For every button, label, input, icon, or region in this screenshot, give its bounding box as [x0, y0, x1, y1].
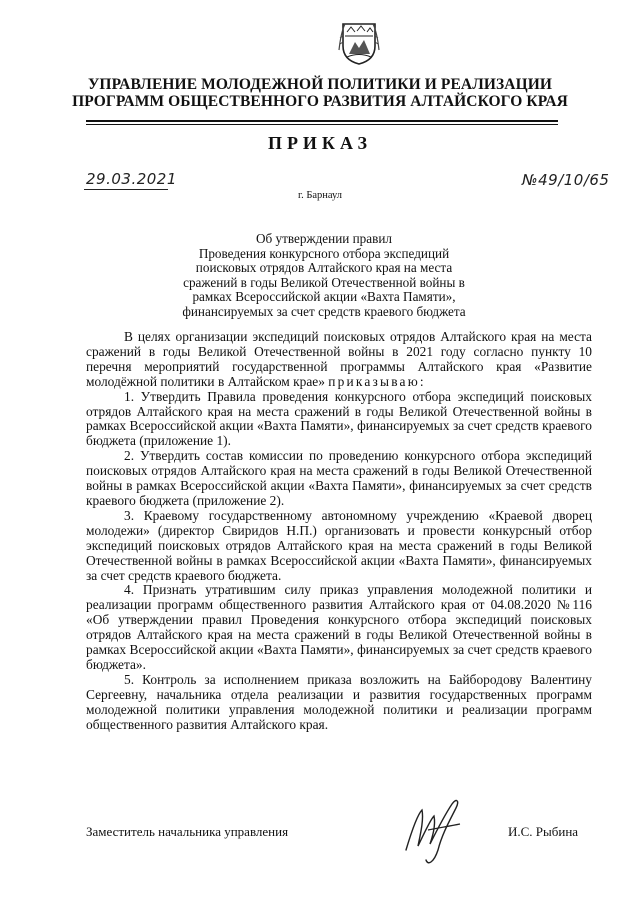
organization-header-line1: УПРАВЛЕНИЕ МОЛОДЕЖНОЙ ПОЛИТИКИ И РЕАЛИЗАЦИИ [87, 76, 553, 93]
subject-line: поисковых отрядов Алтайского края на места [195, 260, 453, 275]
order-item: 1. Утвердить Правила проведения конкурсного отбора экспедиций поисковых отрядов Алтайского края на места сражений в годы Великой Отечественной войны в рамках Всероссийской акции «Вахта Памяти», финансируемых за счет средств краевого бюджета (приложение 1). [86, 388, 592, 449]
subject-line: сражений в годы Великой Отечественной войны в [183, 274, 465, 290]
order-item: 2. Утвердить состав комиссии по проведению конкурсного отбора экспедиций поисковых отрядов Алтайского края на места сражений в годы Великой Отечественной войны в рамках Всероссийской акции «Вахта Памяти», финансируемых за счет средств краевого бюджета (приложение 2). [86, 448, 592, 508]
subject-line: финансируемых за счет средств краевого бюджета [182, 303, 466, 319]
coat-of-arms-emblem [337, 20, 381, 66]
order-subject [120, 232, 528, 319]
preamble-text: В целях организации экспедиций поисковых отрядов Алтайского края на места сражений в годы Великой Отечественной войны в 2021 году согласно пункту 10 перечня мероприятий государственной программы Алтайского края «Развитие молодёжной политики в Алтайском крае» [86, 329, 592, 389]
handwritten-signature [398, 790, 472, 868]
signatory-name: И.С. Рыбина [508, 824, 579, 839]
signatory-title: Заместитель начальника управления [86, 824, 289, 839]
preamble-paragraph [86, 330, 592, 390]
order-item: 3. Краевому государственному автономному учреждению «Краевой дворец молодежи» (директор Свиридов Н.П.) организовать и провести конкурсный отбор экспедиций поисковых отрядов Алтайского края на места сражений в годы Великой Отечественной войны в рамках Всероссийской акции «Вахта Памяти», финансируемых за счет средств краевого бюджета. [86, 507, 592, 583]
document-title: ПРИКАЗ [267, 133, 373, 153]
order-item: 4. Признать утратившим силу приказ управления молодежной политики и реализации программ общественного развития Алтайского края от 04.08.2020 №116 «Об утверждении правил Проведения конкурсного отбора экспедиций поисковых отрядов Алтайского края на места сражений в годы Великой Отечественной войны в рамках Всероссийской акции «Вахта Памяти», финансируемых за счет средств краевого бюджета». [86, 582, 592, 672]
organization-header [40, 76, 600, 110]
subject-line: Об утверждении правил [256, 231, 392, 246]
header-divider [86, 120, 558, 125]
order-date: 29.03.2021 [86, 170, 177, 188]
order-item: 5. Контроль за исполнением приказа возложить на Байбородову Валентину Сергеевну, начальника отдела реализации и развития государственных программ молодежной политики управления молодежной политики и реализации программ общественного развития Алтайского края. [86, 671, 592, 732]
city: г. Барнаул [297, 190, 343, 201]
subject-line: Проведения конкурсного отбора экспедиций [198, 245, 450, 261]
order-directive: приказываю: [328, 373, 426, 389]
order-number: №49/10/65 [522, 171, 610, 189]
subject-line: рамках Всероссийской акции «Вахта Памяти», [192, 289, 456, 304]
order-body [86, 330, 592, 732]
organization-header-line2: ПРОГРАММ ОБЩЕСТВЕННОГО РАЗВИТИЯ АЛТАЙСКОГО КРАЯ [72, 93, 568, 110]
